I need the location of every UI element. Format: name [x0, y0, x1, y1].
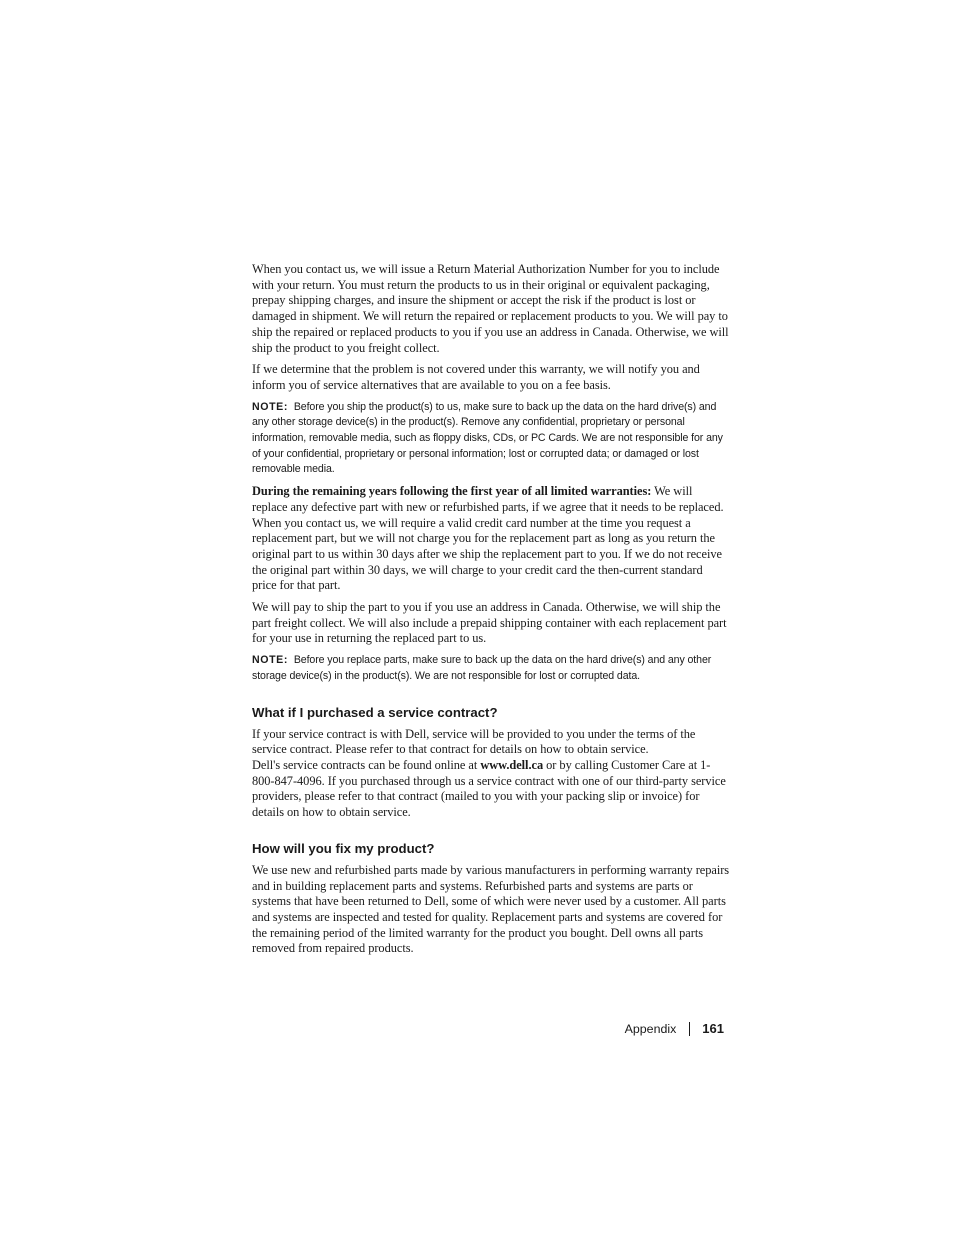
- note-label: NOTE:: [252, 400, 288, 413]
- footer-separator: [689, 1022, 690, 1036]
- heading-fix-product: How will you fix my product?: [252, 840, 435, 856]
- note-text: Before you ship the product(s) to us, make sure to back up the data on the hard drive(s) and any other storage device(s) in the product(s). Remove any confidential, proprietary or personal information, removable media, such as floppy disks, CDs, or PC Cards. We are not responsible for any of your confidential, proprietary or personal information; lost or corrupted data; or damaged or lost removable media.: [252, 400, 723, 476]
- note-text: Before you replace parts, make sure to back up the data on the hard drive(s) and any other storage device(s) in the product(s). We are not responsible for lost or corrupted data.: [252, 654, 712, 682]
- heading-service-contract: What if I purchased a service contract?: [252, 704, 498, 720]
- paragraph-not-covered: If we determine that the problem is not covered under this warranty, we will notify you and inform you of service alternatives that are available to you on a fee basis.: [252, 362, 700, 392]
- page-content: [252, 262, 730, 963]
- dell-website-link[interactable]: www.dell.ca: [480, 757, 544, 772]
- note-label: NOTE:: [252, 654, 288, 667]
- service-contract-line1: If your service contract is with Dell, service will be provided to you under the terms of the service contract. Please refer to that contract for details on how to obtain service.: [252, 726, 696, 757]
- note-backup-before-replacing: [252, 653, 730, 684]
- paragraph-return-authorization: When you contact us, we will issue a Return Material Authorization Number for you to include with your return. You must return the products to us in their original or equivalent packaging, prepay shipping charges, and insure the shipment or accept the risk if the product is lost or damaged in shipment. We will return the repaired or replacement products to you. We will pay to ship the repaired or replaced products to you if you use an address in Canada. Otherwise, we will ship the product to you freight collect.: [252, 262, 729, 355]
- service-contract-line2-start: Dell's service contracts can be found online at: [252, 757, 478, 772]
- page-footer: [625, 1019, 724, 1039]
- paragraph-remaining-years-text: We will replace any defective part with new or refurbished parts, if we agree that it needs to be replaced. When you contact us, we will require a valid credit card number at the time you request a replacement part, but we will not charge you for the replacement part as long as you return the original part to us within 30 days after we ship the replacement part to you. If we do not receive the original part within 30 days, we will charge to your credit card the then-current standard price for that part.: [252, 484, 724, 593]
- footer-section-name: Appendix: [624, 1022, 677, 1036]
- paragraph-shipping-parts: We will pay to ship the part to you if you use an address in Canada. Otherwise, we will ship the part freight collect. We will also include a prepaid shipping container with each replacement part for your use in returning the replaced part to us.: [252, 600, 727, 646]
- paragraph-service-contract: [252, 727, 730, 821]
- service-contract-line2-end: or by calling Customer Care at 1-800-847-4096. If you purchased through us a service contract with one of our third-party service providers, please refer to that contract (mailed to you with your packing slip or invoice) for details on how to obtain service.: [252, 757, 726, 820]
- paragraph-remaining-years-lead: During the remaining years following the first year of all limited warranties:: [252, 484, 652, 499]
- page-number: 161: [702, 1021, 724, 1036]
- note-backup-before-shipping: [252, 400, 730, 479]
- paragraph-fix-product: We use new and refurbished parts made by various manufacturers in performing warranty repairs and in building replacement parts and systems. Refurbished parts and systems are parts or systems that have been returned to Dell, some of which were never used by a customer. All parts and systems are inspected and tested for quality. Replacement parts and systems are covered for the remaining period of the limited warranty for the product you bought. Dell owns all parts removed from repaired products.: [252, 862, 730, 956]
- paragraph-remaining-years: [252, 484, 730, 594]
